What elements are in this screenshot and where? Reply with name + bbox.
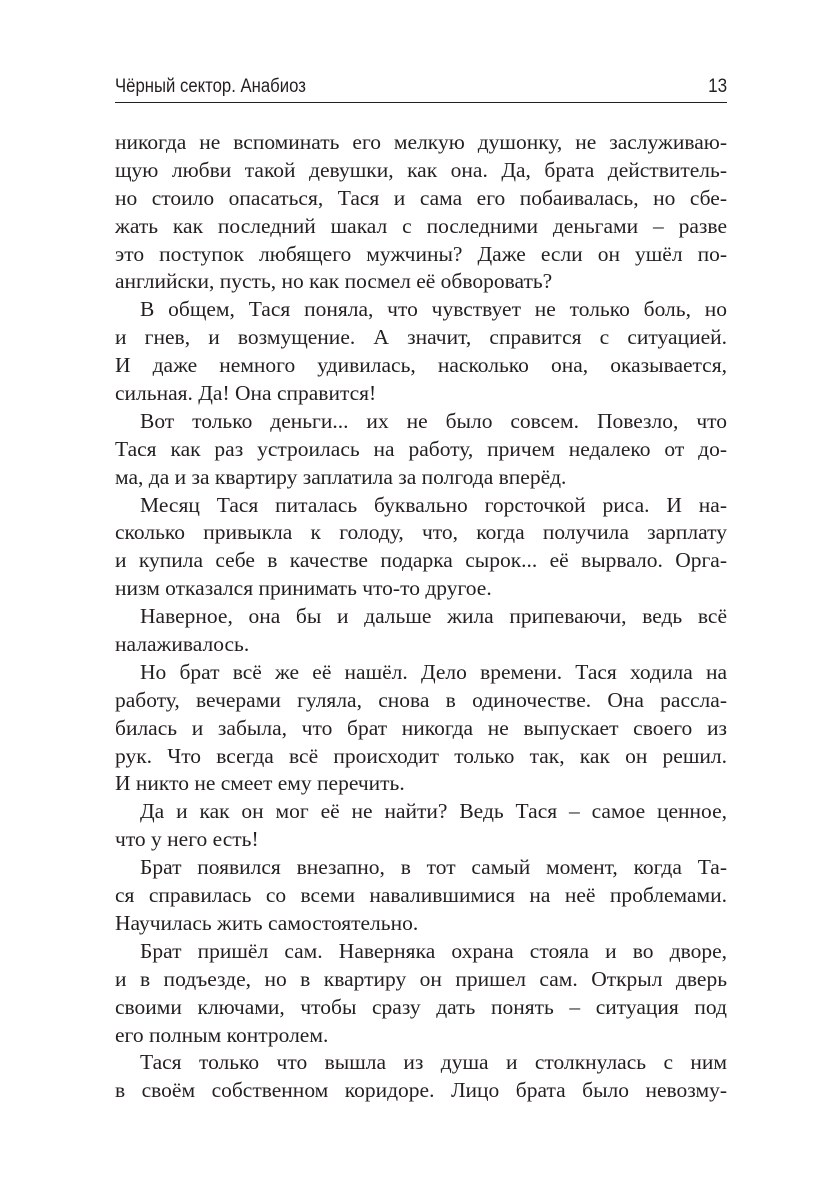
text-line: рук. Что всегда всё происходит только так, как он решил. — [115, 743, 727, 768]
text-line: Да и как он мог её не найти? Ведь Тася – самое ценное, — [140, 799, 727, 824]
text-line: Брат пришёл сам. Наверняка охрана стояла и во дворе, — [140, 938, 727, 963]
text-line: билась и забыла, что брат никогда не выпускает своего из — [115, 715, 727, 740]
text-line: никогда не вспоминать его мелкую душонку, не заслуживаю- — [115, 130, 727, 154]
text-line: его полным контролем. — [115, 1022, 329, 1047]
body-text — [115, 129, 727, 1105]
text-line: щую любви такой девушки, как она. Да, брата действитель- — [115, 157, 727, 182]
text-line: Тася как раз устроилась на работу, причем недалеко от до- — [115, 436, 727, 461]
running-header — [115, 74, 727, 103]
text-line: и гнев, и возмущение. А значит, справится с ситуацией. — [115, 325, 727, 350]
text-line: ма, да и за квартиру заплатила за полгода вперёд. — [115, 464, 567, 489]
text-line: это поступок любящего мужчины? Даже если он ушёл по- — [115, 241, 727, 266]
page-number: 13 — [707, 76, 727, 97]
text-line: что у него есть! — [115, 827, 259, 852]
text-line: И даже немного удивилась, насколько она, оказывается, — [115, 353, 727, 378]
text-line: налаживалось. — [115, 632, 250, 657]
text-line: Наверное, она бы и дальше жила припеваючи, ведь всё — [140, 604, 727, 629]
text-line: английски, пусть, но как посмел её обворовать? — [115, 269, 553, 294]
text-line: низм отказался принимать что-то другое. — [115, 576, 492, 601]
text-line: но стоило опасаться, Тася и сама его побаивалась, но сбе- — [115, 185, 727, 210]
text-line: Научилась жить самостоятельно. — [115, 910, 419, 935]
text-line: Но брат всё же её нашёл. Дело времени. Тася ходила на — [140, 659, 727, 684]
text-line: ся справилась со всеми навалившимися на неё проблемами. — [115, 883, 727, 908]
text-line: Брат появился внезапно, в тот самый момент, когда Та- — [140, 855, 727, 880]
text-line: Вот только деньги... их не было совсем. Повезло, что — [140, 408, 727, 433]
text-line: в своём собственном коридоре. Лицо брата было невозму- — [115, 1078, 727, 1103]
text-line: работу, вечерами гуляла, снова в одиночестве. Она рассла- — [115, 687, 727, 712]
text-line: Месяц Тася питалась буквально горсточкой риса. И на- — [140, 492, 727, 517]
text-line: И никто не смеет ему перечить. — [115, 771, 405, 796]
text-line: жать как последний шакал с последними деньгами – разве — [115, 213, 727, 238]
text-line: и в подъезде, но в квартиру он пришел сам. Открыл дверь — [115, 966, 727, 991]
running-title: Чёрный сектор. Анабиоз — [115, 76, 306, 97]
text-line: и купила себе в качестве подарка сырок... её вырвало. Орга- — [115, 548, 727, 573]
text-line: сколько привыкла к голоду, что, когда получила зарплату — [115, 520, 727, 545]
text-line: Тася только что вышла из душа и столкнулась с ним — [140, 1050, 727, 1075]
text-line: своими ключами, чтобы сразу дать понять – ситуация под — [115, 994, 727, 1019]
text-line: В общем, Тася поняла, что чувствует не только боль, но — [140, 297, 727, 322]
text-line: сильная. Да! Она справится! — [115, 381, 377, 406]
